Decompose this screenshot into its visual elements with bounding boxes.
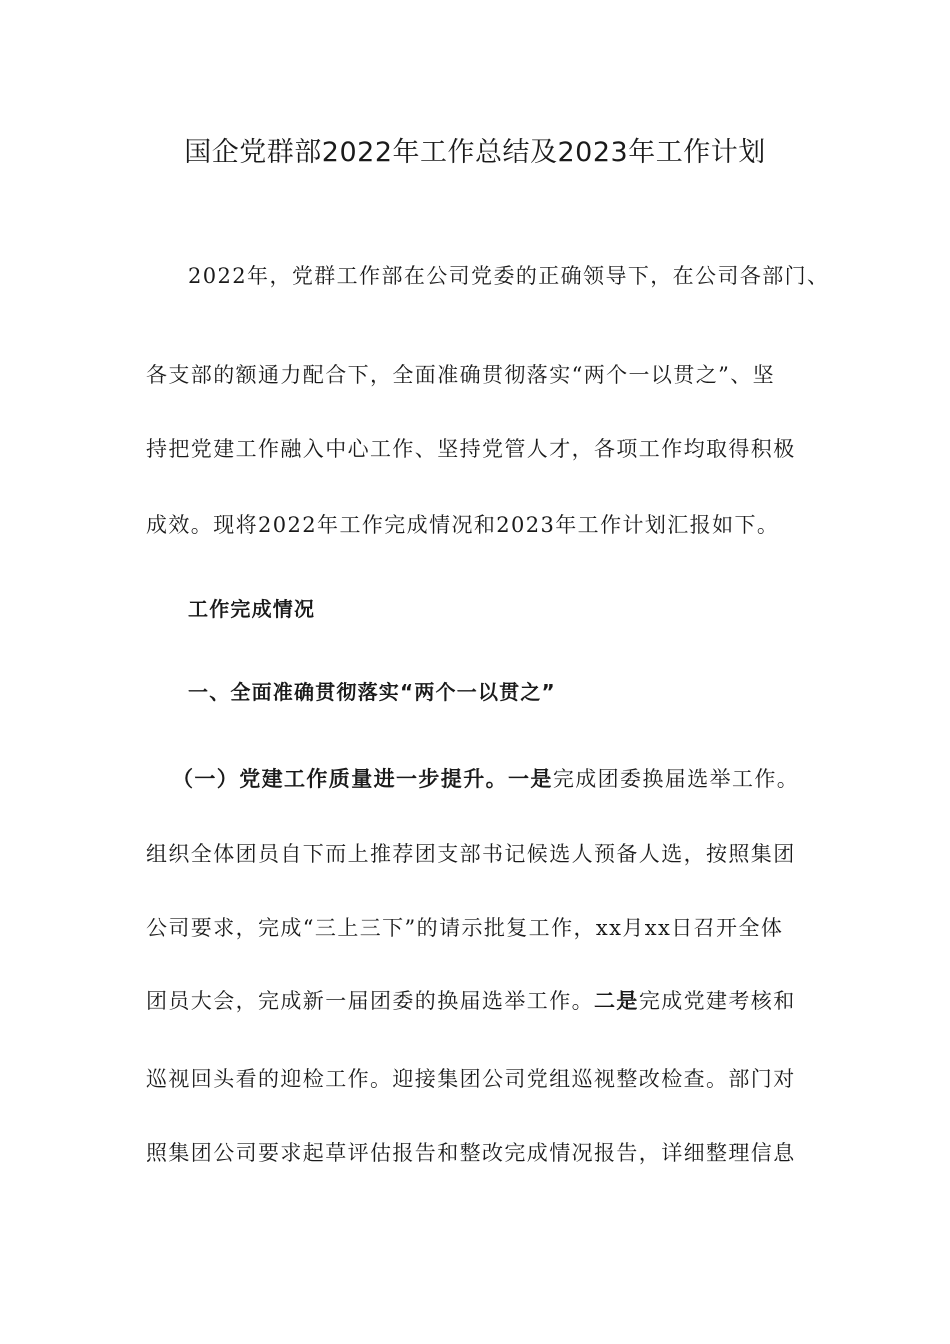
para1-first-bold: 一是: [508, 767, 553, 791]
para1-line-3: 公司要求，完成“三上三下”的请示批复工作，xx月xx日召开全体: [146, 916, 784, 940]
para1-first-text: 完成团委换届选举工作。: [552, 767, 800, 791]
para1-line4-tail: 完成党建考核和: [638, 989, 796, 1013]
subsection-heading: 一、全面准确贯彻落实“两个一以贯之”: [188, 680, 556, 704]
para1-line-5: 巡视回头看的迎检工作。迎接集团公司党组巡视整改检查。部门对: [146, 1067, 796, 1091]
para1-line-4: [146, 986, 796, 1016]
para1-line4-text: 团员大会，完成新一届团委的换届选举工作。: [146, 989, 594, 1013]
para1-lead-bold: （一）党建工作质量进一步提升。: [172, 767, 508, 791]
section-heading: 工作完成情况: [188, 597, 316, 621]
para1-line-6: 照集团公司要求起草评估报告和整改完成情况报告，详细整理信息: [146, 1141, 796, 1165]
intro-line-1: 2022年，党群工作部在公司党委的正确领导下，在公司各部门、: [188, 264, 830, 288]
para1-line-1: [172, 764, 799, 794]
para1-line-2: 组织全体团员自下而上推荐团支部书记候选人预备人选，按照集团: [146, 842, 796, 866]
intro-line-3: 持把党建工作融入中心工作、坚持党管人才，各项工作均取得积极: [146, 437, 796, 461]
intro-line-2: 各支部的额通力配合下，全面准确贯彻落实“两个一以贯之”、坚: [146, 363, 776, 387]
para1-second-bold: 二是: [594, 989, 639, 1013]
document-title: 国企党群部2022年工作总结及2023年工作计划: [184, 137, 766, 168]
intro-line-4: 成效。现将2022年工作完成情况和2023年工作计划汇报如下。: [146, 513, 780, 537]
